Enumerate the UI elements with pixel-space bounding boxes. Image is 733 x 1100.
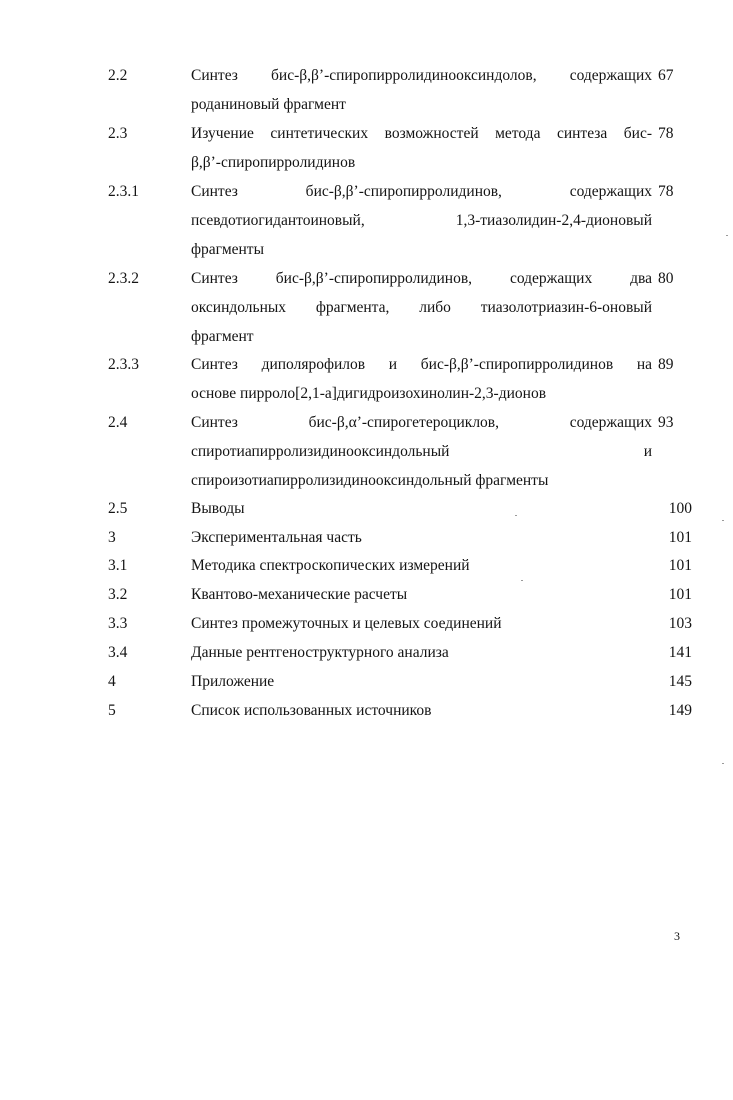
toc-entry-title-line: Синтез бис-β,β’-спиропирролидинооксиндолов, содержащих [191, 67, 652, 84]
toc-entry-title-line: Приложение [191, 673, 275, 690]
toc-entry-title-line: Синтез промежуточных и целевых соединений [191, 615, 502, 632]
toc-entry-title-line: Изучение синтетических возможностей метода синтеза бис- [191, 125, 652, 142]
toc-entry-page: 78 [658, 125, 674, 142]
toc-entry-page: 141 [668, 644, 692, 661]
toc-entry-number: 2.3 [108, 125, 128, 142]
toc-entry-page: 101 [668, 557, 692, 574]
toc-entry-number: 3 [108, 529, 116, 546]
toc-entry-title [191, 264, 652, 351]
toc-entry-number: 5 [108, 702, 116, 719]
toc-entry-title-line: спиротиапирролизидинооксиндольный и [191, 443, 652, 460]
toc-entry-title-line: β,β’-спиропирролидинов [191, 154, 356, 171]
scan-speck [515, 515, 517, 516]
toc-entry-page: 149 [668, 702, 692, 719]
toc-entry-page: 80 [658, 270, 674, 287]
toc-entry-title [191, 696, 652, 725]
toc-entry-title [191, 177, 652, 264]
scan-speck [521, 580, 523, 581]
toc-entry-title-line: Квантово-механические расчеты [191, 586, 408, 603]
toc-entry-number: 3.3 [108, 615, 128, 632]
toc-entry-title [191, 494, 652, 523]
toc-entry-title-line: Синтез диполярофилов и бис-β,β’-спиропирролидинов на [191, 356, 652, 373]
toc-entry-title-line: фрагменты [191, 241, 264, 258]
toc-entry-title [191, 609, 652, 638]
toc-entry-title-line: Экспериментальная часть [191, 529, 362, 546]
toc-entry-title [191, 551, 652, 580]
toc-entry-title-line: Синтез бис-β,β’-спиропирролидинов, содержащих [191, 183, 652, 200]
toc-entry-page: 93 [658, 414, 674, 431]
toc-entry-page: 145 [668, 673, 692, 690]
page-number: 3 [674, 929, 680, 943]
toc-entry-number: 2.3.3 [108, 356, 139, 373]
toc-entry-title [191, 350, 652, 408]
toc-entry-number: 2.3.2 [108, 270, 139, 287]
toc-entry-title-line: основе пирроло[2,1-a]дигидроизохинолин-2,3-дионов [191, 385, 547, 402]
toc-entry-title-line: псевдотиогидантоиновый, 1,3-тиазолидин-2,4-дионовый [191, 212, 652, 229]
toc-entry-page: 101 [668, 529, 692, 546]
toc-entry-title-line: Синтез бис-β,α’-спирогетероциклов, содержащих [191, 414, 652, 431]
toc-entry-title-line: оксиндольных фрагмента, либо тиазолотриазин-6-оновый [191, 299, 652, 316]
toc-entry-number: 4 [108, 673, 116, 690]
toc-entry-page: 103 [668, 615, 692, 632]
toc-entry-title-line: Синтез бис-β,β’-спиропирролидинов, содержащих два [191, 270, 652, 287]
scan-speck [726, 235, 728, 236]
toc-entry-title-line: Методика спектроскопических измерений [191, 557, 470, 574]
toc-entry-number: 3.1 [108, 557, 128, 574]
toc-entry-title-line: фрагмент [191, 328, 254, 345]
toc-entry-page: 67 [658, 67, 674, 84]
toc-entry-page: 89 [658, 356, 674, 373]
toc-entry-page: 101 [668, 586, 692, 603]
toc-entry-number: 2.4 [108, 414, 128, 431]
toc-entry-number: 2.2 [108, 67, 128, 84]
toc-entry-page: 100 [668, 500, 692, 517]
toc-entry-title-line: Данные рентгеноструктурного анализа [191, 644, 449, 661]
toc-entry-title [191, 638, 652, 667]
toc-entry-title [191, 580, 652, 609]
toc-entry-number: 2.3.1 [108, 183, 139, 200]
scan-speck [722, 520, 724, 521]
toc-entry-title [191, 119, 652, 177]
toc-entry-number: 3.2 [108, 586, 128, 603]
toc-entry-number: 3.4 [108, 644, 128, 661]
toc-entry-title-line: Список использованных источников [191, 702, 432, 719]
toc-entry-page: 78 [658, 183, 674, 200]
scan-speck [722, 763, 724, 764]
toc-entry-title-line: Выводы [191, 500, 245, 517]
toc-entry-title-line: роданиновый фрагмент [191, 96, 346, 113]
toc-entry-title [191, 523, 652, 552]
toc-entry-number: 2.5 [108, 500, 128, 517]
toc-entry-title [191, 61, 652, 119]
toc-entry-title [191, 408, 652, 495]
toc-entry-title [191, 667, 652, 696]
toc-entry-title-line: спироизотиапирролизидинооксиндольный фрагменты [191, 472, 549, 489]
